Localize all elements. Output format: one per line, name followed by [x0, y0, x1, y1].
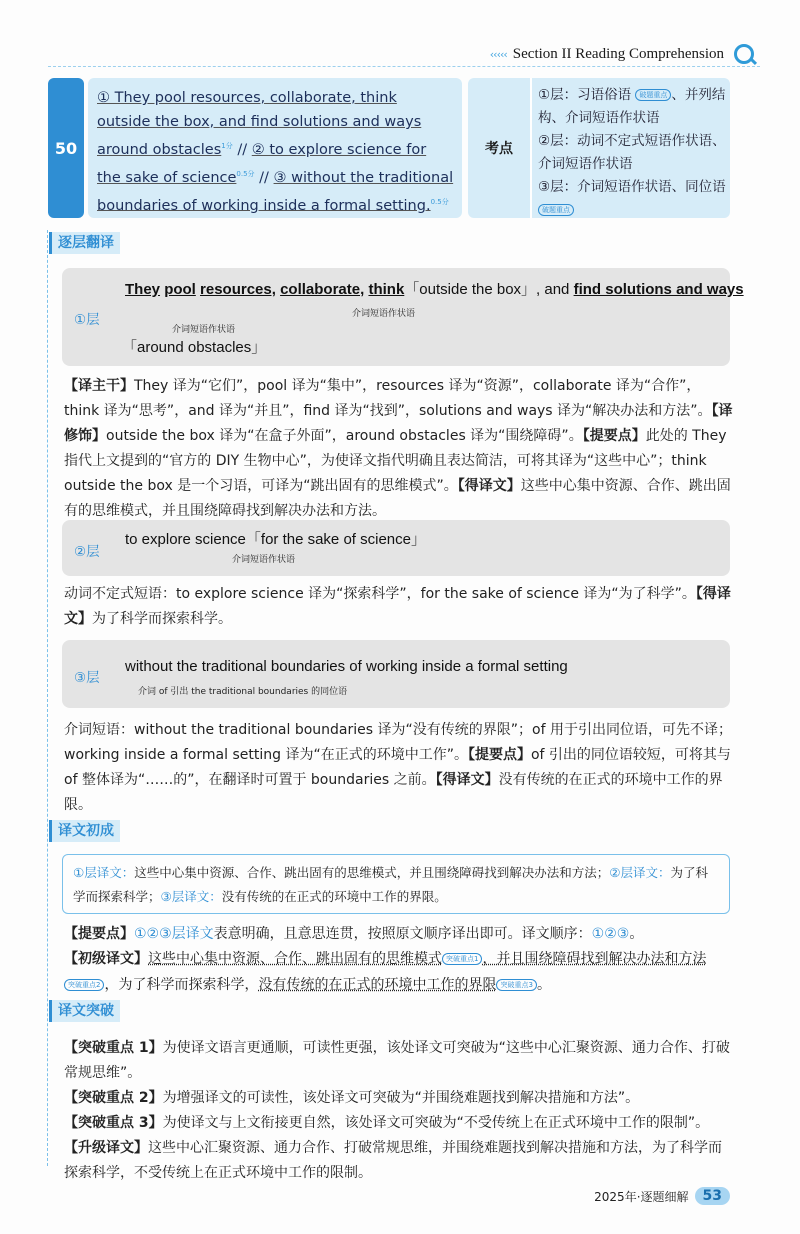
- tips-text: 表意明确，且意思连贯，按照原文顺序译出即可。译文顺序：: [213, 926, 592, 942]
- bt-text-1: 为使译文语言更通顺，可读性更强，该处译文可突破为“这些中心汇聚资源、通力合作、打破常规思维”。: [64, 1040, 730, 1081]
- score-1: 1分: [221, 142, 233, 150]
- tips-end: 。: [629, 926, 644, 942]
- key-label: 【得译文】: [435, 772, 499, 788]
- order-tips: [64, 922, 734, 947]
- search-icon: [734, 44, 754, 64]
- chevrons-icon: ‹‹‹‹‹: [489, 47, 507, 61]
- key-label: 【提要点】: [467, 747, 531, 763]
- basic-part-1: 这些中心集中资源、合作、跳出固有的思维模式: [148, 951, 442, 967]
- bt-text-4: 这些中心汇聚资源、通力合作、打破常规思维，并围绕难题找到解决措施和方法，为了科学而探索科学，不受传统上在正式环境中工作的限制。: [64, 1140, 722, 1181]
- key-label: 【提要点】: [64, 926, 134, 942]
- test-points-label: 考点: [485, 141, 513, 157]
- book-title: 2025年·逐题细解: [594, 1189, 689, 1204]
- clause-3: ③ without the traditional boundaries of working inside a formal setting.: [97, 169, 454, 214]
- explain-text: outside the box 译为“在盒子外面”，around obstacles 译为“围绕障碍”。: [106, 428, 583, 444]
- layer-3-box: [62, 640, 730, 708]
- key-label: 【译修饰】: [64, 403, 733, 444]
- word-they: They: [125, 281, 161, 298]
- phrase-outside-box: 「outside the box」, and: [404, 281, 570, 298]
- tp-layer3: ③层：介词短语作状语、同位语: [538, 179, 726, 195]
- basic-part-2: ，并且围绕障碍找到解决办法和方法: [482, 951, 707, 967]
- test-points-text: [538, 84, 726, 222]
- clause-sep-1: //: [237, 141, 248, 158]
- layer-3-label: ③层: [74, 670, 100, 686]
- header-divider: [48, 66, 760, 67]
- explain-text: They 译为“它们”，pool 译为“集中”，resources 译为“资源”，collaborate 译为“合作”，think 译为“思考”，and 译为“并且”，find 译为“找到”，solutions and ways 译为“解决办法和方法”。: [64, 378, 712, 419]
- explain-text: 这些中心集中资源、合作、跳出固有的思维模式，并且围绕障碍找到解决办法和方法。: [64, 478, 731, 519]
- section-heading-breakthrough: 译文突破: [49, 1000, 120, 1022]
- word-pool: pool: [164, 281, 196, 298]
- clause-sep-2: //: [259, 169, 269, 186]
- question-number: 50: [48, 78, 84, 218]
- tips-layers: ①②③层译文: [134, 926, 214, 942]
- layer-2-label: ②层: [74, 544, 100, 560]
- key-label: 【初级译文】: [64, 951, 148, 967]
- explain-text: of 引出的同位语较短，可将其与 of 整体译为“……的”，在翻译时可置于 boundaries 之前。: [64, 747, 731, 788]
- explain-text: 此处的 They 指代上文提到的“官方的 DIY 生物中心”，为使译文指代明确且表达简洁，可将其译为“这些中心”；think outside the box 是一个习语，可译为“跳出固有的思维模式”。: [64, 428, 727, 494]
- draft-translation-box: [62, 854, 730, 914]
- word-resources: resources,: [200, 281, 276, 298]
- layer-2-explanation: [64, 582, 734, 632]
- bt-text-3: 为使译文与上文衔接更自然，该处译文可突破为“不受传统上在正式环境中工作的限制”。: [162, 1115, 710, 1131]
- breakthrough-tag-1: 突破重点1: [442, 953, 482, 965]
- key-label: 【提要点】: [582, 428, 646, 444]
- layer-1-note-2: 介词短语作状语: [352, 309, 416, 319]
- key-label: 【突破重点 1】: [64, 1040, 163, 1056]
- clause-2: ② to explore science for the sake of science: [97, 141, 427, 186]
- tp-layer2: ②层：动词不定式短语作状语、介词短语作状语: [538, 133, 726, 172]
- layer-2-english: to explore science「for the sake of science」: [125, 531, 426, 548]
- draft-text-3: 没有传统的在正式的环境中工作的界限。: [221, 889, 447, 904]
- tp-layer1-a: ①层：习语俗语: [538, 87, 632, 103]
- test-points-divider: [530, 78, 532, 218]
- draft-label-2: ②层译文：: [609, 865, 671, 880]
- layer-1-note-1: 介词短语作状语: [172, 325, 236, 335]
- page-footer: [594, 1187, 730, 1205]
- key-tag: 破题重点: [635, 89, 671, 101]
- key-label: 【得译文】: [64, 586, 731, 627]
- draft-text-1: 这些中心集中资源、合作、跳出固有的思维模式，并且围绕障碍找到解决办法和方法；: [134, 865, 610, 880]
- basic-part-4: 没有传统的在正式的环境中工作的界限: [258, 977, 497, 993]
- draft-text-2: 为了科学而探索科学；: [73, 865, 708, 904]
- test-points-box: [468, 78, 730, 218]
- score-3: 0.5分: [430, 197, 449, 206]
- key-tag: 破题重点: [538, 204, 574, 216]
- layer-2-note: 介词短语作状语: [232, 555, 296, 565]
- word-think: think: [368, 281, 405, 298]
- score-2: 0.5分: [236, 169, 255, 178]
- layer-1-box: [62, 268, 744, 366]
- layer-1-explanation: [64, 374, 734, 524]
- tp-layer1-b: 、并列结构、介词短语作状语: [538, 87, 726, 126]
- phrase-find: find solutions and ways: [573, 281, 744, 298]
- word-collaborate: collaborate,: [280, 281, 365, 298]
- key-label: 【突破重点 3】: [64, 1115, 163, 1131]
- layer-3-note: 介词 of 引出 the traditional boundaries 的同位语: [138, 687, 348, 697]
- section-heading-draft: 译文初成: [49, 820, 120, 842]
- explain-text: 动词不定式短语：to explore science 译为“探索科学”，for the sake of science 译为“为了科学”。: [64, 586, 696, 602]
- layer-1-line2: 「around obstacles」: [122, 339, 267, 356]
- key-label: 【译主干】: [64, 378, 134, 394]
- layer-3-explanation: [64, 718, 734, 818]
- layer-2-box: [62, 520, 730, 576]
- source-sentence: [88, 78, 462, 218]
- basic-part-3: ，为了科学而探索科学，: [104, 977, 259, 993]
- section-guide-line: [47, 230, 48, 1166]
- breakthrough-tag-2: 突破重点2: [64, 979, 104, 991]
- clause-1: ① They pool resources, collaborate, think outside the box, and find solutions and ways around obstacles: [97, 90, 422, 158]
- page-number: 53: [695, 1187, 730, 1205]
- draft-label-1: ①层译文：: [73, 865, 135, 880]
- tips-order: ①②③: [591, 926, 630, 942]
- bt-text-2: 为增强译文的可读性，该处译文可突破为“并围绕难题找到解决措施和方法”。: [162, 1090, 640, 1106]
- basic-end: 。: [536, 977, 551, 993]
- explain-text: 为了科学而探索科学。: [92, 611, 232, 627]
- explain-text: 没有传统的在正式的环境中工作的界限。: [64, 772, 723, 813]
- section-heading-layered: 逐层翻译: [49, 232, 120, 254]
- breakthrough-list: [64, 1036, 734, 1186]
- breakthrough-tag-3: 突破重点3: [496, 979, 536, 991]
- explain-text: 介词短语：without the traditional boundaries 译为“没有传统的界限”；of 用于引出同位语，可先不译；working inside a formal setting 译为“在正式的环境中工作”。: [64, 722, 732, 763]
- key-label: 【升级译文】: [64, 1140, 148, 1156]
- section-header: [490, 44, 754, 64]
- key-label: 【得译文】: [457, 478, 521, 494]
- layer-1-english: [125, 278, 744, 299]
- layer-1-label: ①层: [74, 312, 100, 328]
- key-label: 【突破重点 2】: [64, 1090, 163, 1106]
- layer-3-english: without the traditional boundaries of working inside a formal setting: [125, 658, 568, 675]
- draft-label-3: ③层译文：: [160, 889, 222, 904]
- section-title: Section II Reading Comprehension: [512, 45, 724, 62]
- basic-translation: [64, 946, 734, 998]
